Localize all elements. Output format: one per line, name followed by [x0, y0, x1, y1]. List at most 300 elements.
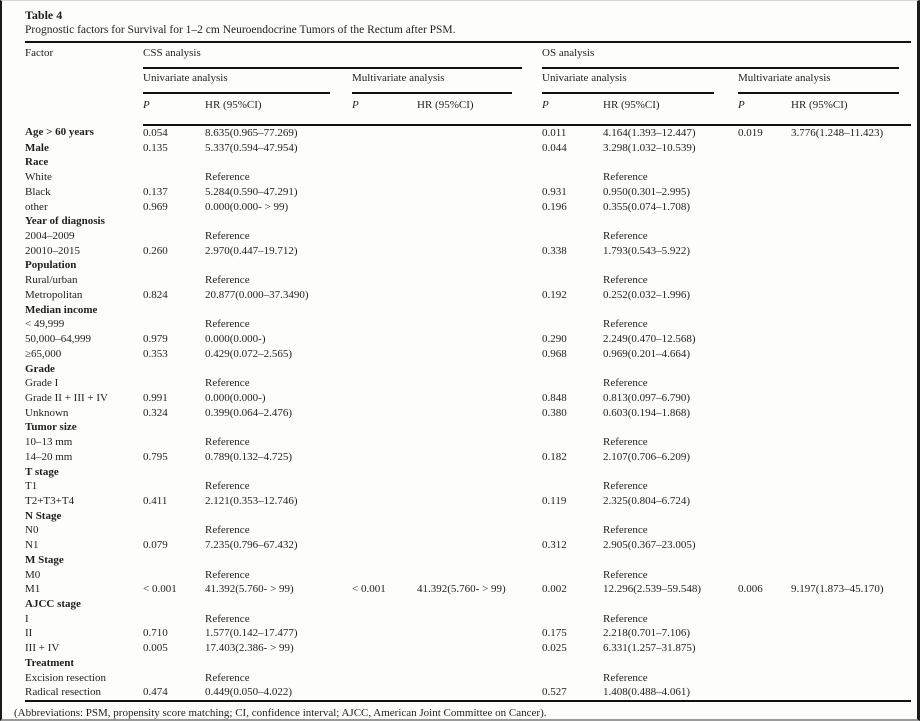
value-cell: 5.284(0.590–47.291)	[205, 185, 298, 198]
value-cell	[417, 406, 542, 421]
value-cell	[603, 597, 738, 612]
value-cell	[417, 258, 542, 273]
value-cell	[143, 303, 205, 318]
value-cell	[738, 435, 791, 450]
value-cell: < 0.001	[143, 583, 177, 596]
value-cell: Reference	[205, 612, 250, 625]
value-cell	[738, 391, 791, 406]
value-cell: Reference	[603, 171, 648, 184]
value-cell	[205, 465, 352, 480]
value-cell: 0.603(0.194–1.868)	[603, 406, 691, 419]
value-cell	[603, 155, 738, 170]
value-cell	[791, 509, 911, 524]
value-cell: 2.325(0.804–6.724)	[603, 494, 691, 507]
table-row	[25, 641, 911, 656]
value-cell	[417, 376, 542, 391]
value-cell: 0.474	[143, 685, 205, 701]
value-cell	[542, 420, 603, 435]
value-cell: 0.079	[143, 539, 168, 552]
value-cell: 0.848	[542, 391, 567, 404]
value-cell: < 0.001	[352, 583, 386, 596]
column-header-p: P	[352, 94, 417, 125]
value-cell: Reference	[603, 318, 648, 331]
value-cell: 0.119	[542, 494, 567, 507]
value-cell	[791, 214, 911, 229]
value-cell: Reference	[603, 480, 648, 493]
value-cell	[738, 671, 791, 686]
value-cell	[417, 523, 542, 538]
value-cell: Reference	[603, 612, 648, 625]
factor-cell: M1	[25, 583, 41, 596]
value-cell	[352, 125, 417, 141]
value-cell	[791, 317, 911, 332]
value-cell: Reference	[205, 318, 250, 331]
value-cell: 0.175	[542, 627, 567, 640]
value-cell	[352, 568, 417, 583]
value-cell	[791, 376, 911, 391]
value-cell	[603, 362, 738, 377]
value-cell: 0.355(0.074–1.708)	[603, 200, 691, 213]
value-cell	[738, 494, 791, 509]
value-cell	[791, 494, 911, 509]
value-cell	[791, 229, 911, 244]
value-cell	[738, 185, 791, 200]
value-cell	[417, 553, 542, 568]
value-cell: 9.197(1.873–45.170)	[791, 583, 884, 596]
value-cell	[791, 671, 911, 686]
value-cell: 0.260	[143, 244, 168, 257]
value-cell: 0.000(0.000-)	[205, 391, 266, 404]
value-cell	[143, 317, 205, 332]
value-cell	[603, 214, 738, 229]
value-cell	[738, 685, 791, 701]
value-cell	[352, 362, 417, 377]
value-cell: 0.006	[738, 583, 763, 596]
factor-cell: Treatment	[25, 656, 75, 669]
value-cell: 4.164(1.393–12.447)	[603, 127, 696, 139]
value-cell: Reference	[205, 274, 250, 287]
value-cell: Reference	[205, 436, 250, 449]
value-cell: 0.824	[143, 288, 168, 301]
value-cell	[417, 317, 542, 332]
value-cell: 0.324	[143, 406, 168, 419]
value-cell	[738, 568, 791, 583]
factor-cell: Rural/urban	[25, 274, 78, 287]
value-cell: Reference	[205, 568, 250, 581]
value-cell: 2.107(0.706–6.209)	[603, 450, 691, 463]
value-cell	[352, 494, 417, 509]
table-row	[25, 141, 911, 156]
table-row	[25, 288, 911, 303]
table-row	[25, 582, 911, 597]
value-cell	[738, 170, 791, 185]
value-cell: 17.403(2.386- > 99)	[205, 642, 294, 655]
factor-cell: Excision resection	[25, 671, 106, 684]
factor-cell: Race	[25, 156, 49, 169]
value-cell	[143, 597, 205, 612]
value-cell	[143, 229, 205, 244]
value-cell	[352, 229, 417, 244]
value-cell: 12.296(2.539–59.548)	[603, 583, 702, 596]
table-row	[25, 273, 911, 288]
value-cell	[417, 509, 542, 524]
value-cell	[205, 258, 352, 273]
value-cell: 2.218(0.701–7.106)	[603, 627, 691, 640]
factor-cell: Grade II + III + IV	[25, 391, 108, 404]
value-cell	[417, 641, 542, 656]
value-cell	[143, 420, 205, 435]
value-cell	[791, 656, 911, 671]
value-cell	[791, 641, 911, 656]
table-row	[25, 303, 911, 318]
value-cell	[417, 656, 542, 671]
value-cell	[738, 200, 791, 215]
value-cell: 0.011	[542, 127, 567, 139]
value-cell	[542, 509, 603, 524]
column-header-hr: HR (95%CI)	[205, 94, 352, 125]
value-cell: 0.979	[143, 333, 168, 346]
value-cell	[542, 258, 603, 273]
value-cell	[143, 465, 205, 480]
value-cell: 0.813(0.097–6.790)	[603, 391, 691, 404]
value-cell	[738, 538, 791, 553]
table-row	[25, 671, 911, 686]
value-cell	[603, 509, 738, 524]
value-cell	[791, 612, 911, 627]
table-row	[25, 523, 911, 538]
value-cell	[143, 155, 205, 170]
table-row	[25, 362, 911, 377]
value-cell: Reference	[205, 230, 250, 243]
factor-cell: 50,000–64,999	[25, 333, 91, 346]
factor-cell: T stage	[25, 465, 59, 478]
value-cell	[352, 612, 417, 627]
value-cell	[542, 553, 603, 568]
value-cell	[542, 362, 603, 377]
value-cell	[205, 553, 352, 568]
factor-cell: White	[25, 171, 52, 184]
value-cell: 6.331(1.257–31.875)	[603, 642, 696, 655]
factor-cell: Tumor size	[25, 421, 77, 434]
value-cell	[791, 347, 911, 362]
value-cell	[417, 170, 542, 185]
value-cell	[542, 376, 603, 391]
value-cell: 0.054	[143, 127, 168, 139]
table-row	[25, 494, 911, 509]
value-cell	[791, 170, 911, 185]
factor-cell: N0	[25, 524, 39, 537]
table-row	[25, 185, 911, 200]
value-cell	[542, 155, 603, 170]
subheader-css-univariate: Univariate analysis	[143, 69, 352, 94]
factor-cell: II	[25, 627, 33, 640]
value-cell	[791, 244, 911, 259]
value-cell	[352, 258, 417, 273]
value-cell	[791, 538, 911, 553]
value-cell	[738, 420, 791, 435]
value-cell	[417, 671, 542, 686]
value-cell	[791, 332, 911, 347]
value-cell: Reference	[603, 671, 648, 684]
value-cell: 0.399(0.064–2.476)	[205, 406, 293, 419]
value-cell	[417, 288, 542, 303]
table-row	[25, 612, 911, 627]
table-row	[25, 125, 911, 141]
value-cell	[205, 656, 352, 671]
value-cell: 0.196	[542, 200, 567, 213]
value-cell	[542, 612, 603, 627]
factor-cell: T2+T3+T4	[25, 494, 75, 507]
value-cell	[205, 420, 352, 435]
value-cell	[738, 626, 791, 641]
value-cell	[542, 568, 603, 583]
value-cell	[352, 656, 417, 671]
value-cell	[791, 185, 911, 200]
value-cell	[791, 465, 911, 480]
value-cell: Reference	[603, 274, 648, 287]
value-cell	[143, 435, 205, 450]
table-row	[25, 229, 911, 244]
value-cell: 0.969	[143, 200, 168, 213]
value-cell	[352, 317, 417, 332]
value-cell	[542, 656, 603, 671]
value-cell	[417, 391, 542, 406]
factor-cell: III + IV	[25, 642, 60, 655]
value-cell	[542, 671, 603, 686]
value-cell	[205, 214, 352, 229]
value-cell: 1.793(0.543–5.922)	[603, 244, 691, 257]
value-cell	[738, 155, 791, 170]
value-cell: 0.969(0.201–4.664)	[603, 347, 691, 360]
value-cell	[791, 273, 911, 288]
table-row	[25, 656, 911, 671]
table-row	[25, 685, 911, 701]
column-header-hr: HR (95%CI)	[603, 94, 738, 125]
value-cell	[542, 435, 603, 450]
table-row	[25, 450, 911, 465]
value-cell	[205, 597, 352, 612]
factor-cell: N1	[25, 539, 39, 552]
factor-cell: I	[25, 612, 29, 625]
value-cell	[542, 317, 603, 332]
value-cell: 0.192	[542, 288, 567, 301]
value-cell: 0.991	[143, 391, 168, 404]
value-cell	[143, 568, 205, 583]
column-header-hr: HR (95%CI)	[791, 94, 911, 125]
value-cell	[738, 258, 791, 273]
value-cell	[417, 597, 542, 612]
value-cell	[352, 479, 417, 494]
value-cell: Reference	[205, 377, 250, 390]
value-cell	[352, 435, 417, 450]
value-cell	[417, 479, 542, 494]
value-cell	[417, 420, 542, 435]
prognostic-factors-table	[25, 41, 911, 702]
table-row	[25, 332, 911, 347]
value-cell	[542, 273, 603, 288]
value-cell	[738, 612, 791, 627]
value-cell	[738, 465, 791, 480]
value-cell	[738, 214, 791, 229]
value-cell	[791, 258, 911, 273]
value-cell	[542, 229, 603, 244]
value-cell: 0.312	[542, 539, 567, 552]
value-cell	[143, 362, 205, 377]
value-cell	[738, 347, 791, 362]
group-header-css-analysis: CSS analysis	[143, 42, 542, 69]
value-cell	[417, 450, 542, 465]
value-cell	[738, 303, 791, 318]
value-cell	[352, 465, 417, 480]
value-cell: 0.338	[542, 244, 567, 257]
value-cell: 0.044	[542, 141, 567, 154]
subheader-os-univariate: Univariate analysis	[542, 69, 738, 94]
factor-cell: Age > 60 years	[25, 126, 94, 138]
table-row	[25, 214, 911, 229]
factor-cell: Black	[25, 185, 51, 198]
value-cell	[738, 229, 791, 244]
value-cell: 2.249(0.470–12.568)	[603, 333, 696, 346]
value-cell	[417, 568, 542, 583]
value-cell	[143, 258, 205, 273]
table-row	[25, 538, 911, 553]
value-cell	[791, 406, 911, 421]
table-body	[25, 125, 911, 701]
value-cell	[791, 141, 911, 156]
value-cell: 20.877(0.000–37.3490)	[205, 288, 309, 301]
value-cell	[352, 155, 417, 170]
value-cell	[542, 523, 603, 538]
value-cell	[542, 479, 603, 494]
column-header-p: P	[738, 94, 791, 125]
value-cell	[417, 685, 542, 701]
factor-cell: Unknown	[25, 406, 69, 419]
value-cell: Reference	[603, 377, 648, 390]
table-row	[25, 391, 911, 406]
column-header-p: P	[542, 94, 603, 125]
value-cell	[352, 523, 417, 538]
value-cell: 3.776(1.248–11.423)	[791, 127, 884, 139]
value-cell	[738, 523, 791, 538]
value-cell	[143, 671, 205, 686]
value-cell	[791, 391, 911, 406]
value-cell	[738, 362, 791, 377]
value-cell	[352, 273, 417, 288]
value-cell	[738, 509, 791, 524]
value-cell	[143, 214, 205, 229]
value-cell	[352, 214, 417, 229]
value-cell	[791, 288, 911, 303]
table-row	[25, 597, 911, 612]
value-cell: 0.000(0.000-)	[205, 333, 266, 346]
value-cell	[143, 553, 205, 568]
value-cell: 0.968	[542, 347, 567, 360]
value-cell: Reference	[205, 480, 250, 493]
factor-cell: 2004–2009	[25, 230, 75, 243]
value-cell	[417, 155, 542, 170]
value-cell	[352, 406, 417, 421]
value-cell	[352, 303, 417, 318]
value-cell: 2.905(0.367–23.005)	[603, 539, 696, 552]
value-cell: Reference	[205, 171, 250, 184]
table-row	[25, 155, 911, 170]
factor-cell: 10–13 mm	[25, 436, 73, 449]
value-cell	[205, 509, 352, 524]
value-cell	[417, 362, 542, 377]
value-cell	[352, 420, 417, 435]
value-cell	[417, 303, 542, 318]
value-cell	[143, 479, 205, 494]
value-cell: 0.025	[542, 642, 567, 655]
value-cell	[417, 332, 542, 347]
value-cell	[542, 465, 603, 480]
value-cell: 7.235(0.796–67.432)	[205, 539, 298, 552]
table-row	[25, 465, 911, 480]
value-cell	[738, 450, 791, 465]
value-cell	[791, 597, 911, 612]
value-cell	[417, 465, 542, 480]
table-row	[25, 626, 911, 641]
value-cell	[352, 509, 417, 524]
abbreviations-footnote: (Abbreviations: PSM, propensity score matching; CI, confidence interval; AJCC, American Joint Committee on Cancer).	[14, 707, 547, 720]
value-cell: Reference	[205, 524, 250, 537]
value-cell	[352, 391, 417, 406]
value-cell	[417, 626, 542, 641]
value-cell	[738, 553, 791, 568]
value-cell	[143, 656, 205, 671]
value-cell	[417, 214, 542, 229]
value-cell	[738, 656, 791, 671]
value-cell	[791, 435, 911, 450]
value-cell	[352, 332, 417, 347]
factor-cell: AJCC stage	[25, 598, 81, 610]
group-header-os-analysis: OS analysis	[542, 42, 911, 69]
factor-cell: N Stage	[25, 509, 62, 522]
column-header-hr: HR (95%CI)	[417, 94, 542, 125]
value-cell	[603, 656, 738, 671]
value-cell	[352, 553, 417, 568]
value-cell	[417, 273, 542, 288]
value-cell: 0.380	[542, 406, 567, 419]
value-cell	[352, 626, 417, 641]
value-cell	[738, 244, 791, 259]
value-cell: 3.298(1.032–10.539)	[603, 141, 696, 154]
factor-cell: 14–20 mm	[25, 450, 73, 463]
value-cell: Reference	[603, 524, 648, 537]
value-cell: 0.931	[542, 185, 567, 198]
table-row	[25, 420, 911, 435]
value-cell: 0.710	[143, 627, 168, 640]
value-cell	[738, 141, 791, 156]
factor-cell: Metropolitan	[25, 288, 83, 301]
table-row	[25, 376, 911, 391]
value-cell	[542, 597, 603, 612]
value-cell: 0.002	[542, 583, 567, 596]
value-cell: 8.635(0.965–77.269)	[205, 127, 298, 139]
value-cell: 1.408(0.488–4.061)	[603, 685, 738, 701]
factor-cell: Grade	[25, 362, 55, 375]
value-cell	[352, 450, 417, 465]
table-row	[25, 258, 911, 273]
value-cell	[738, 641, 791, 656]
table-caption: Prognostic factors for Survival for 1–2 cm Neuroendocrine Tumors of the Rectum after PSM.	[25, 24, 456, 36]
value-cell	[352, 170, 417, 185]
column-header-p: P	[143, 94, 205, 125]
value-cell	[791, 450, 911, 465]
factor-cell: 20010–2015	[25, 244, 80, 257]
table-row	[25, 568, 911, 583]
value-cell: 0.182	[542, 450, 567, 463]
